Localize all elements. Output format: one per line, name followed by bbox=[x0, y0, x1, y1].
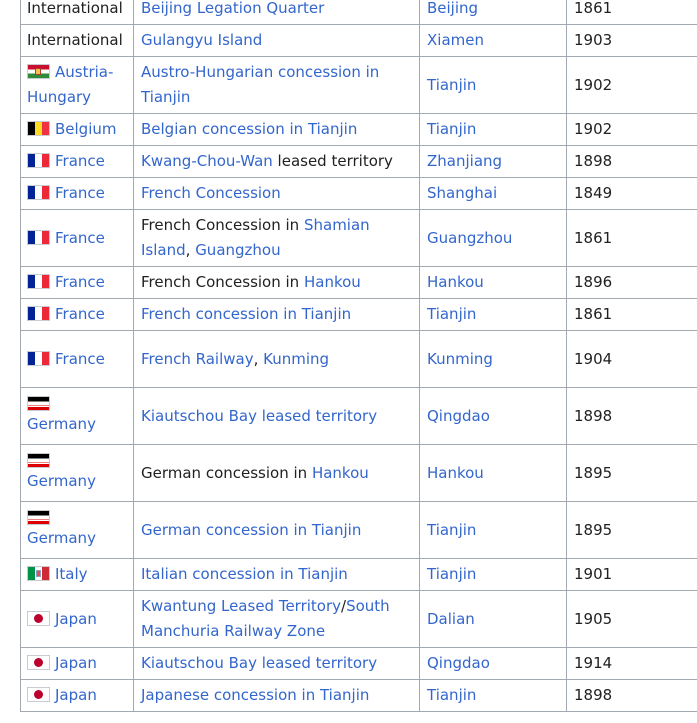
table-row bbox=[21, 388, 697, 445]
city-link[interactable]: Hankou bbox=[427, 463, 484, 482]
concession-link[interactable]: Kiautschou Bay leased territory bbox=[141, 406, 378, 425]
nation-label: International bbox=[27, 31, 123, 49]
nation-cell bbox=[21, 178, 134, 210]
table-row bbox=[21, 114, 697, 146]
nation-cell bbox=[21, 146, 134, 178]
city-link[interactable]: Shanghai bbox=[427, 184, 498, 202]
nation-link[interactable]: Austria-Hungary bbox=[27, 63, 114, 106]
concession-link[interactable]: Kunming bbox=[263, 349, 330, 368]
flag-icon bbox=[27, 687, 50, 702]
city-cell bbox=[420, 299, 567, 331]
concession-link[interactable]: Kiautschou Bay leased territory bbox=[141, 654, 378, 672]
nation-cell bbox=[21, 648, 134, 680]
nation-link[interactable]: France bbox=[55, 228, 105, 247]
concession-link[interactable]: Hankou bbox=[311, 463, 369, 482]
year-text: 1849 bbox=[574, 184, 613, 202]
year-cell bbox=[567, 146, 697, 178]
table-row bbox=[21, 299, 697, 331]
table-row bbox=[21, 146, 697, 178]
city-link[interactable]: Guangzhou bbox=[427, 228, 513, 247]
table-row bbox=[21, 591, 697, 648]
flag-icon bbox=[27, 351, 50, 366]
city-link[interactable]: Tianjin bbox=[427, 520, 477, 539]
concession-text: German concession in bbox=[141, 463, 312, 482]
nation-cell bbox=[21, 267, 134, 299]
flag-icon bbox=[27, 121, 50, 136]
concession-text: French Concession in bbox=[141, 273, 304, 291]
city-cell bbox=[420, 648, 567, 680]
year-text: 1898 bbox=[574, 686, 613, 704]
concession-name-cell bbox=[134, 114, 420, 146]
concession-link[interactable]: Austro-Hungarian concession in Tianjin bbox=[141, 63, 380, 106]
city-cell bbox=[420, 57, 567, 114]
nation-link[interactable]: Germany bbox=[27, 414, 96, 433]
year-cell bbox=[567, 57, 697, 114]
concession-name-cell bbox=[134, 210, 420, 267]
concessions-table-wrapper bbox=[20, 0, 697, 712]
concession-name-cell bbox=[134, 502, 420, 559]
year-cell bbox=[567, 0, 697, 25]
concession-text: , bbox=[253, 349, 264, 368]
year-cell bbox=[567, 680, 697, 712]
nation-link[interactable]: Japan bbox=[55, 686, 97, 704]
city-cell bbox=[420, 591, 567, 648]
flag-icon bbox=[27, 510, 50, 525]
city-link[interactable]: Hankou bbox=[427, 273, 484, 291]
nation-link[interactable]: France bbox=[55, 184, 105, 202]
year-text: 1895 bbox=[574, 463, 613, 482]
table-row bbox=[21, 331, 697, 388]
concessions-table bbox=[20, 0, 697, 712]
nation-cell bbox=[21, 559, 134, 591]
year-text: 1861 bbox=[574, 305, 613, 323]
nation-link[interactable]: Italy bbox=[55, 565, 88, 583]
year-cell bbox=[567, 388, 697, 445]
city-cell bbox=[420, 210, 567, 267]
concession-link[interactable]: Beijing Legation Quarter bbox=[141, 0, 325, 17]
concessions-table-body bbox=[21, 0, 697, 712]
concession-text: , bbox=[185, 241, 196, 259]
concession-name-cell bbox=[134, 445, 420, 502]
nation-link[interactable]: Germany bbox=[27, 528, 96, 547]
nation-link[interactable]: Japan bbox=[55, 609, 97, 628]
concession-name-cell bbox=[134, 178, 420, 210]
city-link[interactable]: Tianjin bbox=[427, 305, 477, 323]
city-link[interactable]: Tianjin bbox=[427, 120, 477, 138]
table-row bbox=[21, 267, 697, 299]
year-text: 1905 bbox=[574, 609, 613, 628]
concession-name-cell bbox=[134, 57, 420, 114]
nation-link[interactable]: France bbox=[55, 305, 105, 323]
table-row bbox=[21, 57, 697, 114]
concession-text: leased territory bbox=[272, 152, 393, 170]
nation-cell bbox=[21, 445, 134, 502]
flag-icon bbox=[27, 274, 50, 289]
concession-link[interactable]: South Manchuria Railway Zone bbox=[141, 597, 390, 640]
nation-link[interactable]: Japan bbox=[55, 654, 97, 672]
concession-link[interactable]: Italian concession in Tianjin bbox=[141, 565, 348, 583]
concession-link[interactable]: French Concession bbox=[141, 184, 281, 202]
concession-link[interactable]: French Railway bbox=[141, 349, 254, 368]
concession-name-cell bbox=[134, 331, 420, 388]
table-row bbox=[21, 502, 697, 559]
concession-name-cell bbox=[134, 299, 420, 331]
year-cell bbox=[567, 445, 697, 502]
concession-link[interactable]: Guangzhou bbox=[195, 241, 281, 259]
nation-link[interactable]: France bbox=[55, 152, 105, 170]
city-cell bbox=[420, 502, 567, 559]
city-link[interactable]: Xiamen bbox=[427, 31, 484, 49]
concession-name-cell bbox=[134, 559, 420, 591]
city-link[interactable]: Qingdao bbox=[427, 406, 490, 425]
year-text: 1898 bbox=[574, 152, 613, 170]
nation-link[interactable]: France bbox=[55, 349, 105, 368]
nation-cell bbox=[21, 25, 134, 57]
flag-icon bbox=[27, 396, 50, 411]
flag-icon bbox=[27, 185, 50, 200]
year-cell bbox=[567, 178, 697, 210]
nation-link[interactable]: Belgium bbox=[55, 120, 117, 138]
nation-label: International bbox=[27, 0, 123, 17]
year-text: 1902 bbox=[574, 75, 613, 94]
concession-link[interactable]: French concession in Tianjin bbox=[141, 305, 352, 323]
year-text: 1895 bbox=[574, 520, 613, 539]
concession-name-cell bbox=[134, 680, 420, 712]
year-text: 1901 bbox=[574, 565, 613, 583]
city-link[interactable]: Kunming bbox=[427, 349, 493, 368]
table-row bbox=[21, 680, 697, 712]
year-text: 1861 bbox=[574, 0, 613, 17]
nation-cell bbox=[21, 502, 134, 559]
concession-link[interactable]: Shamian Island bbox=[141, 216, 370, 259]
year-text: 1896 bbox=[574, 273, 613, 291]
city-cell bbox=[420, 178, 567, 210]
city-link[interactable]: Qingdao bbox=[427, 654, 490, 672]
city-cell bbox=[420, 388, 567, 445]
year-text: 1914 bbox=[574, 654, 613, 672]
flag-icon bbox=[27, 64, 50, 79]
year-cell bbox=[567, 299, 697, 331]
concession-name-cell bbox=[134, 591, 420, 648]
concession-link[interactable]: German concession in Tianjin bbox=[141, 520, 362, 539]
table-row bbox=[21, 25, 697, 57]
city-cell bbox=[420, 25, 567, 57]
city-cell bbox=[420, 445, 567, 502]
year-cell bbox=[567, 267, 697, 299]
nation-link[interactable]: Germany bbox=[27, 471, 96, 490]
city-link[interactable]: Tianjin bbox=[427, 686, 477, 704]
city-cell bbox=[420, 267, 567, 299]
city-cell bbox=[420, 146, 567, 178]
city-cell bbox=[420, 559, 567, 591]
concession-name-cell bbox=[134, 25, 420, 57]
city-link[interactable]: Beijing bbox=[427, 0, 479, 17]
concession-link[interactable]: Kwantung Leased Territory bbox=[141, 597, 342, 615]
concession-name-cell bbox=[134, 267, 420, 299]
concession-link[interactable]: Kwang-Chou-Wan bbox=[141, 152, 273, 170]
year-cell bbox=[567, 210, 697, 267]
nation-cell bbox=[21, 331, 134, 388]
concession-text: / bbox=[341, 597, 347, 615]
year-cell bbox=[567, 591, 697, 648]
concession-name-cell bbox=[134, 388, 420, 445]
nation-cell bbox=[21, 114, 134, 146]
flag-icon bbox=[27, 453, 50, 468]
city-link[interactable]: Zhanjiang bbox=[427, 152, 503, 170]
flag-icon bbox=[27, 306, 50, 321]
concession-name-cell bbox=[134, 146, 420, 178]
concession-link[interactable]: Hankou bbox=[303, 273, 361, 291]
flag-icon bbox=[27, 566, 50, 581]
year-text: 1903 bbox=[574, 31, 613, 49]
year-cell bbox=[567, 502, 697, 559]
year-cell bbox=[567, 331, 697, 388]
nation-cell bbox=[21, 388, 134, 445]
nation-cell bbox=[21, 591, 134, 648]
flag-icon bbox=[27, 655, 50, 670]
concession-link[interactable]: Japanese concession in Tianjin bbox=[141, 686, 370, 704]
year-cell bbox=[567, 648, 697, 680]
nation-cell bbox=[21, 57, 134, 114]
table-row bbox=[21, 0, 697, 25]
concession-link[interactable]: Gulangyu Island bbox=[141, 31, 263, 49]
concession-name-cell bbox=[134, 648, 420, 680]
city-cell bbox=[420, 331, 567, 388]
city-link[interactable]: Tianjin bbox=[427, 565, 477, 583]
table-row bbox=[21, 178, 697, 210]
year-text: 1904 bbox=[574, 349, 613, 368]
concession-text: French Concession in bbox=[141, 216, 304, 234]
table-row bbox=[21, 559, 697, 591]
nation-link[interactable]: France bbox=[55, 273, 105, 291]
table-row bbox=[21, 648, 697, 680]
city-link[interactable]: Tianjin bbox=[427, 75, 477, 94]
nation-cell bbox=[21, 299, 134, 331]
flag-icon bbox=[27, 611, 50, 626]
city-link[interactable]: Dalian bbox=[427, 609, 475, 628]
year-text: 1898 bbox=[574, 406, 613, 425]
year-text: 1861 bbox=[574, 228, 613, 247]
city-cell bbox=[420, 114, 567, 146]
nation-cell bbox=[21, 680, 134, 712]
city-cell bbox=[420, 0, 567, 25]
concession-link[interactable]: Belgian concession in Tianjin bbox=[141, 120, 358, 138]
year-cell bbox=[567, 559, 697, 591]
flag-icon bbox=[27, 153, 50, 168]
concession-name-cell bbox=[134, 0, 420, 25]
nation-cell bbox=[21, 0, 134, 25]
year-cell bbox=[567, 114, 697, 146]
table-row bbox=[21, 210, 697, 267]
flag-icon bbox=[27, 230, 50, 245]
nation-cell bbox=[21, 210, 134, 267]
city-cell bbox=[420, 680, 567, 712]
year-cell bbox=[567, 25, 697, 57]
table-row bbox=[21, 445, 697, 502]
year-text: 1902 bbox=[574, 120, 613, 138]
